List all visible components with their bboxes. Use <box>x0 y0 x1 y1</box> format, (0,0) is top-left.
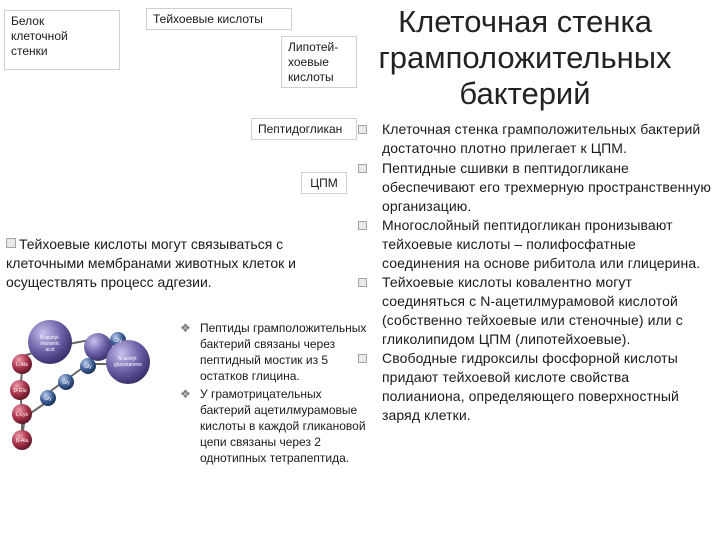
check-diamond-icon: ❖ <box>180 387 191 401</box>
bullet-list <box>352 120 714 425</box>
nag-label: N-acetyl- <box>117 356 139 362</box>
peptide-note-text: У грамотрицательных бактерий ацетилмурамовые кислоты в каждой гликановой цепи связаны через 2 однотипных тетрапептида. <box>200 387 366 465</box>
slide-title: Клеточная стенка грамположительных бактерий <box>378 4 672 111</box>
nam-label: muramic <box>40 341 60 347</box>
bullet-text: Тейхоевые кислоты ковалентно могут соединяться с N-ацетилмурамовой кислотой (собственно тейхоевые или стеночные) или с гликолипидом ЦПМ (липотейхоевые). <box>382 274 683 347</box>
gly-label: Gly <box>44 396 52 402</box>
peptide-notes <box>178 320 368 466</box>
nag-label: glucosamine <box>113 362 143 368</box>
square-bullet-icon <box>6 238 16 248</box>
square-bullet-icon <box>358 125 367 134</box>
bullet-text: Многослойный пептидогликан пронизывают тейхоевые кислоты – полифосфатные соединения на основе рибитола или глицерина. <box>382 217 701 271</box>
peptidoglycan-molecule-illustration <box>0 312 175 462</box>
ala-label: L-Ala <box>16 362 28 368</box>
teichoic-note-text: Тейхоевые кислоты могут связываться с клеточными мембранами животных клеток и осуществлять процесс адгезии. <box>6 236 296 290</box>
lys-label: L-Lys <box>15 412 29 418</box>
label-cpm: ЦПМ <box>301 172 347 194</box>
bullet-item <box>352 159 714 216</box>
bullet-item <box>352 273 714 349</box>
square-bullet-icon <box>358 164 367 173</box>
bullet-text: Пептидные сшивки в пептидогликане обеспечивают его трехмерную пространственную организацию. <box>382 160 711 214</box>
peptide-note-text: Пептиды грамположительных бактерий связаны через пептидный мостик из 5 остатков глицина. <box>200 321 367 383</box>
bullet-item <box>352 216 714 273</box>
label-peptidoglycan: Пептидогликан <box>251 118 357 140</box>
peptide-note-item <box>178 320 368 384</box>
glu-label: D-Glu <box>13 388 27 394</box>
gly-label: Gly <box>62 380 70 386</box>
nam-label: N-acetyl- <box>39 335 61 341</box>
peptide-note-item <box>178 386 368 466</box>
label-protein: Белок клеточной стенки <box>4 10 120 70</box>
bullet-text: Свободные гидроксилы фосфорной кислоты придают тейхоевой кислоте свойства полианиона, определяющего поверхностный заряд клетки. <box>382 350 679 423</box>
ala-label: D-Ala <box>15 438 29 444</box>
label-lipoteichoic-acids: Липотей- хоевые кислоты <box>281 36 357 88</box>
nam-label: acid <box>45 347 55 353</box>
label-teichoic-acids: Тейхоевые кислоты <box>146 8 292 30</box>
bullet-item <box>352 349 714 425</box>
square-bullet-icon <box>358 221 367 230</box>
bullet-text: Клеточная стенка грамположительных бактерий достаточно плотно прилегает к ЦПМ. <box>382 121 701 156</box>
bullet-item <box>352 120 714 158</box>
check-diamond-icon: ❖ <box>180 321 191 335</box>
teichoic-note <box>6 235 361 292</box>
gly-label: Gly <box>114 338 122 344</box>
gly-label: Gly <box>84 364 92 370</box>
